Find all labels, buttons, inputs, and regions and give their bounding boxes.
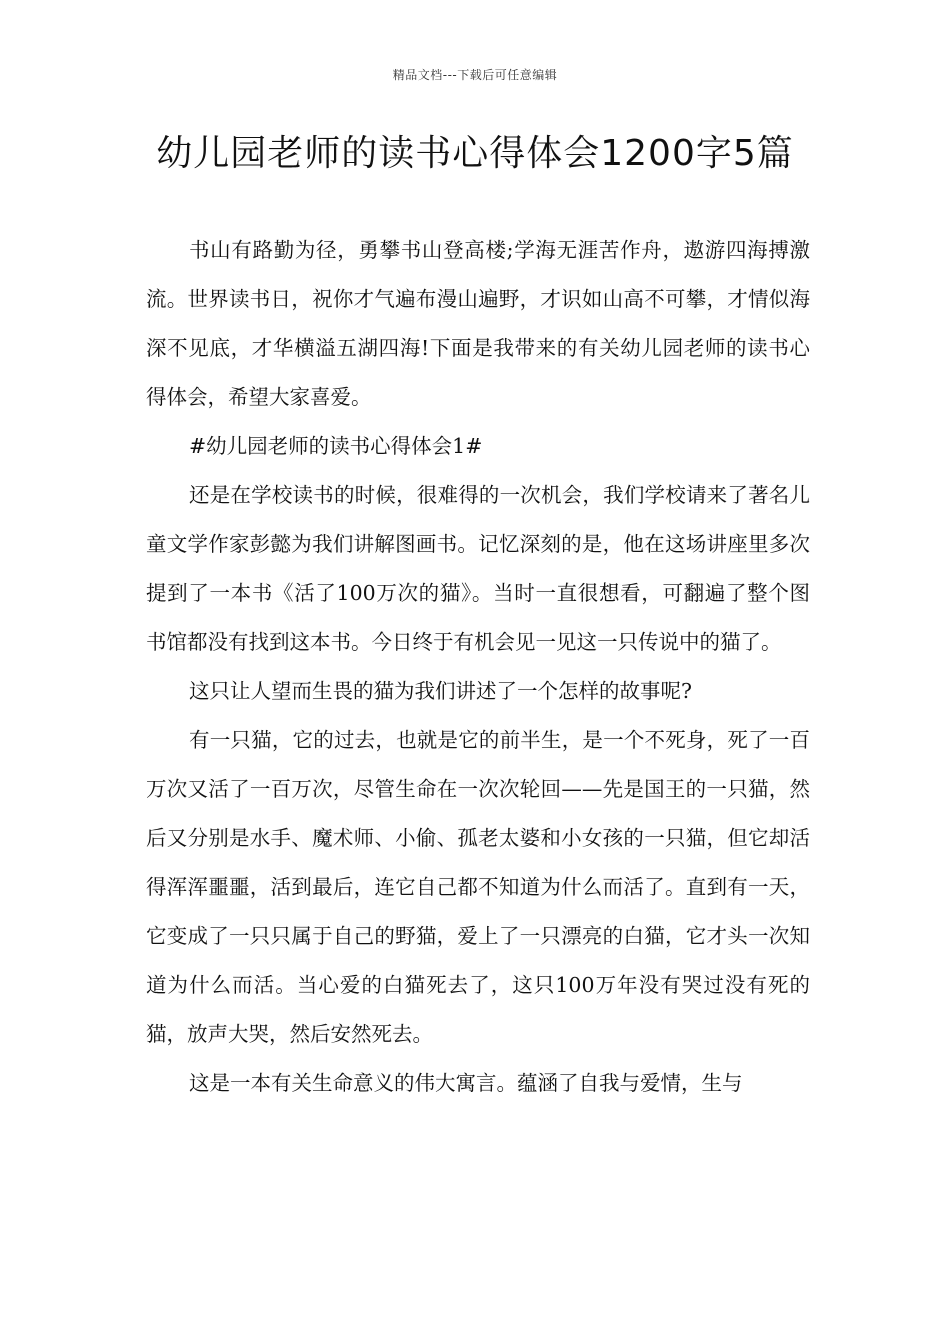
body-paragraph-4: 这是一本有关生命意义的伟大寓言。蕴涵了自我与爱情，生与 [189, 1071, 743, 1095]
document-title: 幼儿园老师的读书心得体会1200字5篇 [156, 133, 794, 174]
body-paragraph-2: 这只让人望而生畏的猫为我们讲述了一个怎样的故事呢? [189, 679, 692, 703]
body-paragraph-3: 有一只猫，它的过去，也就是它的前半生，是一个不死身，死了一百万次又活了一百万次，尽管生命在一次次轮回——先是国王的一只猫，然后又分别是水手、魔术师、小偷、孤老太婆和小女孩的一只猫，但它却活得浑浑噩噩，活到最后，连它自己都不知道为什么而活了。直到有一天，它变成了一只只属于自己的野猫，爱上了一只漂亮的白猫，它才头一次知道为什么而活。当心爱的白猫死去了，这只100万年没有哭过没有死的猫，放声大哭，然后安然死去。 [146, 728, 810, 1046]
body-paragraph-1: 还是在学校读书的时候，很难得的一次机会，我们学校请来了著名儿童文学作家彭懿为我们讲解图画书。记忆深刻的是，他在这场讲座里多次提到了一本书《活了100万次的猫》。当时一直很想看，可翻遍了整个图书馆都没有找到这本书。今日终于有机会见一见这一只传说中的猫了。 [146, 483, 810, 654]
section-heading-1: #幼儿园老师的读书心得体会1# [189, 434, 483, 458]
document-body [146, 226, 810, 1108]
intro-paragraph: 书山有路勤为径，勇攀书山登高楼;学海无涯苦作舟，遨游四海搏激流。世界读书日，祝你才气遍布漫山遍野，才识如山高不可攀，才情似海深不见底，才华横溢五湖四海!下面是我带来的有关幼儿园老师的读书心得体会，希望大家喜爱。 [146, 238, 810, 409]
page-header-note: 精品文档---下载后可任意编辑 [392, 68, 558, 82]
